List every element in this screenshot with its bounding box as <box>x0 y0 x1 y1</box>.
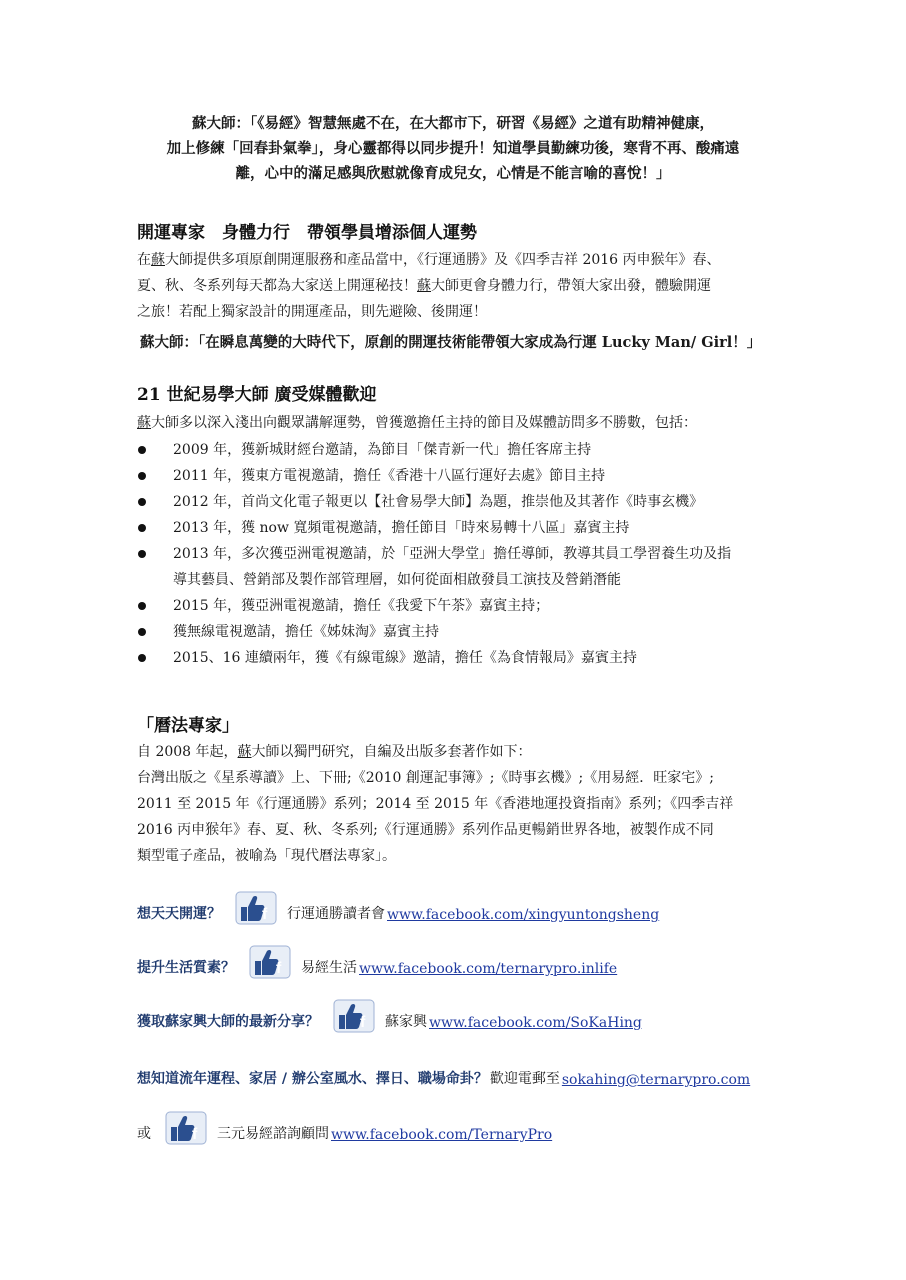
section2-intro: 蘇大師多以深入淺出向觀眾講解運勢，曾獲邀擔任主持的節目及媒體訪問多不勝數，包括： <box>137 415 697 431</box>
bullet-icon <box>138 472 146 480</box>
contact-label: 歡迎電郵至 <box>489 1071 560 1087</box>
list-item: 2009 年，獲新城財經台邀請，為節目「傑青新一代」擔任客席主持 <box>137 437 777 463</box>
svg-text:f: f <box>276 960 282 977</box>
paragraph-line: 之旅！若配上獨家設計的開運產品，則先避險、後開運！ <box>137 304 487 320</box>
svg-text:f: f <box>360 1014 366 1031</box>
email-link[interactable]: sokahing@ternarypro.com <box>561 1072 751 1088</box>
bullet-icon <box>138 602 146 610</box>
contact-row-xingyuntongsheng <box>137 885 659 925</box>
facebook-like-icon[interactable] <box>165 1111 207 1145</box>
section1-paragraph <box>137 247 777 325</box>
contact-row-inlife <box>137 939 617 979</box>
section-heading-calendar-expert: 「曆法專家」 <box>137 716 239 736</box>
list-item: 2013 年，多次獲亞洲電視邀請，於「亞洲大學堂」擔任導師，教導其員工學習養生功及指 導其藝員、營銷部及製作部管理層，如何從面相啟發員工演技及營銷潛能 <box>137 541 777 593</box>
paragraph-line: 2011 至 2015 年《行運通勝》系列；2014 至 2015 年《香港地運投資指南》系列；《四季吉祥 <box>137 796 734 812</box>
bullet-icon <box>138 654 146 662</box>
bullet-icon <box>138 446 146 454</box>
paragraph-line: 夏、秋、冬系列每天都為大家送上開運秘技！蘇大師更會身體力行，帶領大家出發，體驗開運 <box>137 278 711 294</box>
bullet-icon <box>138 628 146 636</box>
contact-question: 想天天開運？ <box>137 906 221 922</box>
paragraph-line: 2016 丙申猴年》春、夏、秋、冬系列;《行運通勝》系列作品更暢銷世界各地，被製作成不同 <box>137 822 714 838</box>
list-item: 2015 年，獲亞洲電視邀請，擔任《我愛下午茶》嘉賓主持； <box>137 593 777 619</box>
facebook-like-icon[interactable] <box>249 945 291 979</box>
intro-quote-line: 離，心中的滿足感與欣慰就像育成兒女，心情是不能言喻的喜悅！」 <box>235 165 671 182</box>
contact-question: 獲取蘇家興大師的最新分享？ <box>137 1014 319 1030</box>
section-heading-media: 21 世紀易學大師 廣受媒體歡迎 <box>137 385 377 405</box>
contact-label: 三元易經諮詢顧問 <box>217 1126 329 1142</box>
list-item: 獲無線電視邀請，擔任《姊妹淘》嘉賓主持 <box>137 619 777 645</box>
facebook-link[interactable]: www.facebook.com/SoKaHing <box>429 1015 642 1031</box>
contact-label: 易經生活 <box>301 960 357 976</box>
intro-quote <box>136 111 770 186</box>
contact-label: 行運通勝讀者會 <box>287 906 385 922</box>
paragraph-line: 台灣出版之《星系導讀》上、下冊;《2010 創運記事簿》;《時事玄機》;《用易經．旺家宅》; <box>137 770 714 786</box>
contact-row-email <box>137 1060 750 1090</box>
facebook-link[interactable]: www.facebook.com/TernaryPro <box>331 1127 553 1143</box>
list-item: 2015、16 連續兩年，獲《有線電線》邀請，擔任《為食情報局》嘉賓主持 <box>137 645 777 671</box>
bullet-icon <box>138 498 146 506</box>
intro-quote-line: 加上修練「回春卦氣拳」，身心靈都得以同步提升！知道學員勤練功後，寒背不再、酸痛遠 <box>166 140 740 157</box>
list-item: 2012 年，首尚文化電子報更以【社會易學大師】為題，推崇他及其著作《時事玄機》 <box>137 489 777 515</box>
list-item: 2011 年，獲東方電視邀請，擔任《香港十八區行運好去處》節目主持 <box>137 463 777 489</box>
facebook-link[interactable]: www.facebook.com/xingyuntongsheng <box>387 907 660 923</box>
intro-quote-line: 蘇大師：「《易經》智慧無處不在，在大都市下，研習《易經》之道有助精神健康， <box>192 115 714 132</box>
section-heading-lucky-expert: 開運專家 身體力行 帶領學員增添個人運勢 <box>137 223 477 243</box>
svg-text:f: f <box>192 1126 198 1143</box>
media-appearance-list <box>137 437 777 671</box>
contact-question: 提升生活質素？ <box>137 960 235 976</box>
svg-text:f: f <box>262 906 268 923</box>
list-item: 2013 年，獲 now 寬頻電視邀請，擔任節目「時來易轉十八區」嘉賓主持 <box>137 515 777 541</box>
contact-row-ternarypro <box>137 1105 552 1145</box>
paragraph-line: 類型電子產品，被喻為「現代曆法專家」。 <box>137 848 396 864</box>
contact-prefix: 或 <box>137 1126 151 1142</box>
bullet-icon <box>138 524 146 532</box>
facebook-like-icon[interactable] <box>235 891 277 925</box>
bullet-icon <box>138 550 146 558</box>
contact-question: 想知道流年運程、家居 / 辦公室風水、擇日、職場命卦？ <box>137 1071 488 1087</box>
paragraph-line: 在蘇大師提供多項原創開運服務和產品當中，《行運通勝》及《四季吉祥 2016 丙申猴年》春、 <box>137 252 721 268</box>
section1-quote: 蘇大師：「在瞬息萬變的大時代下，原創的開運技術能帶領大家成為行運 Lucky Man/ Girl！」 <box>140 334 762 351</box>
contact-label: 蘇家興 <box>385 1014 427 1030</box>
section3-paragraph: 自 2008 年起，蘇大師以獨門研究，自編及出版多套著作如下： 台灣出版之《星系導讀》上、下冊;《2010 創運記事簿》;《時事玄機》;《用易經．旺家宅》; 2011 至 2015 年《行運通勝》系列；2014 至 2015 年《香港地運投資指南》系列；《四季吉祥 2016 丙申猴年》春、夏、秋、冬系列;《行運通勝》系列作品更暢銷世界各地，被製作成不同 類型電子產品，被喻為「現代曆法專家」。 <box>137 739 777 869</box>
contact-row-sokahing <box>137 993 642 1033</box>
facebook-link[interactable]: www.facebook.com/ternarypro.inlife <box>359 961 618 977</box>
facebook-like-icon[interactable] <box>333 999 375 1033</box>
